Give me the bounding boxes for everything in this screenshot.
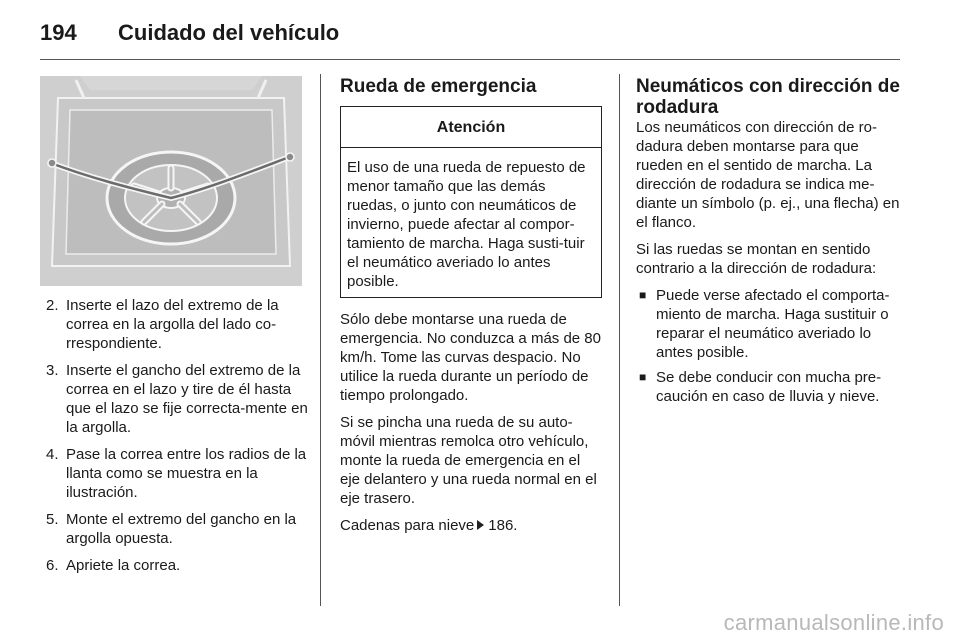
list-item: 6. Apriete la correa.	[46, 557, 181, 574]
list-item: 3. Inserte el gancho del extremo de la correa en el lazo y tire de él hasta que el lazo se fije correcta-mente en la argolla.	[46, 362, 308, 436]
strap-steps-list	[40, 296, 310, 583]
warning-title: Atención	[341, 107, 601, 148]
page-header	[40, 14, 900, 54]
page-title: Cuidado del vehículo	[118, 20, 340, 45]
paragraph: Si se pincha una rueda de su auto-móvil mientras remolca otro vehículo, monte la rueda de emergencia en el eje delantero y una rueda normal en el eje trasero.	[340, 414, 597, 507]
emergency-wheel-section	[340, 74, 602, 543]
list-item: 2. Inserte el lazo del extremo de la correa en la argolla del lado co-rrespondiente.	[46, 297, 279, 352]
section-heading: Rueda de emergencia	[340, 76, 537, 97]
spare-wheel-strap-illustration	[40, 76, 302, 286]
page-number: 194	[40, 20, 77, 45]
directional-tyres-section	[636, 74, 906, 412]
bullet-list	[636, 286, 906, 406]
list-item: 4. Pase la correa entre los radios de la llanta como se muestra en la ilustración.	[46, 446, 307, 501]
bullet-square-icon: ■	[639, 288, 647, 302]
warning-text: El uso de una rueda de repuesto de menor tamaño que las demás ruedas, o junto con neumáticos de invierno, puede afectar al compor-tamiento de marcha. Haga susti-tuir el neumático averiado lo antes posible.	[347, 159, 586, 290]
watermark: carmanualsonline.info	[723, 610, 944, 635]
column-divider-left	[320, 74, 321, 606]
xref-page[interactable]: 186.	[488, 517, 518, 534]
paragraph: Si las ruedas se montan en sentido contrario a la dirección de rodadura:	[636, 241, 877, 277]
list-item: ■ Se debe conducir con mucha pre-caución en caso de lluvia y nieve.	[639, 369, 882, 405]
column-divider-right	[619, 74, 620, 606]
cross-reference	[340, 516, 602, 535]
paragraph: Los neumáticos con dirección de ro-dadura deben montarse para que rueden en el sentido de marcha. La dirección de rodadura se indica me-diante un símbolo (p. ej., una flecha) en el flanco.	[636, 119, 900, 231]
list-item: 5. Monte el extremo del gancho en la argolla opuesta.	[46, 511, 297, 547]
header-rule	[40, 59, 900, 60]
list-item: ■ Puede verse afectado el comporta-miento de marcha. Haga sustituir o reparar el neumático averiado lo antes posible.	[639, 287, 890, 361]
xref-text: Cadenas para nieve	[340, 517, 475, 534]
bullet-square-icon: ■	[639, 370, 647, 384]
paragraph: Sólo debe montarse una rueda de emergencia. No conduzca a más de 80 km/h. Tome las curvas despacio. No utilice la rueda durante un período de tiempo prolongado.	[340, 311, 601, 404]
section-heading: Neumáticos con dirección de rodadura	[636, 76, 900, 118]
warning-box	[340, 106, 602, 298]
page-reference-icon	[477, 520, 484, 530]
